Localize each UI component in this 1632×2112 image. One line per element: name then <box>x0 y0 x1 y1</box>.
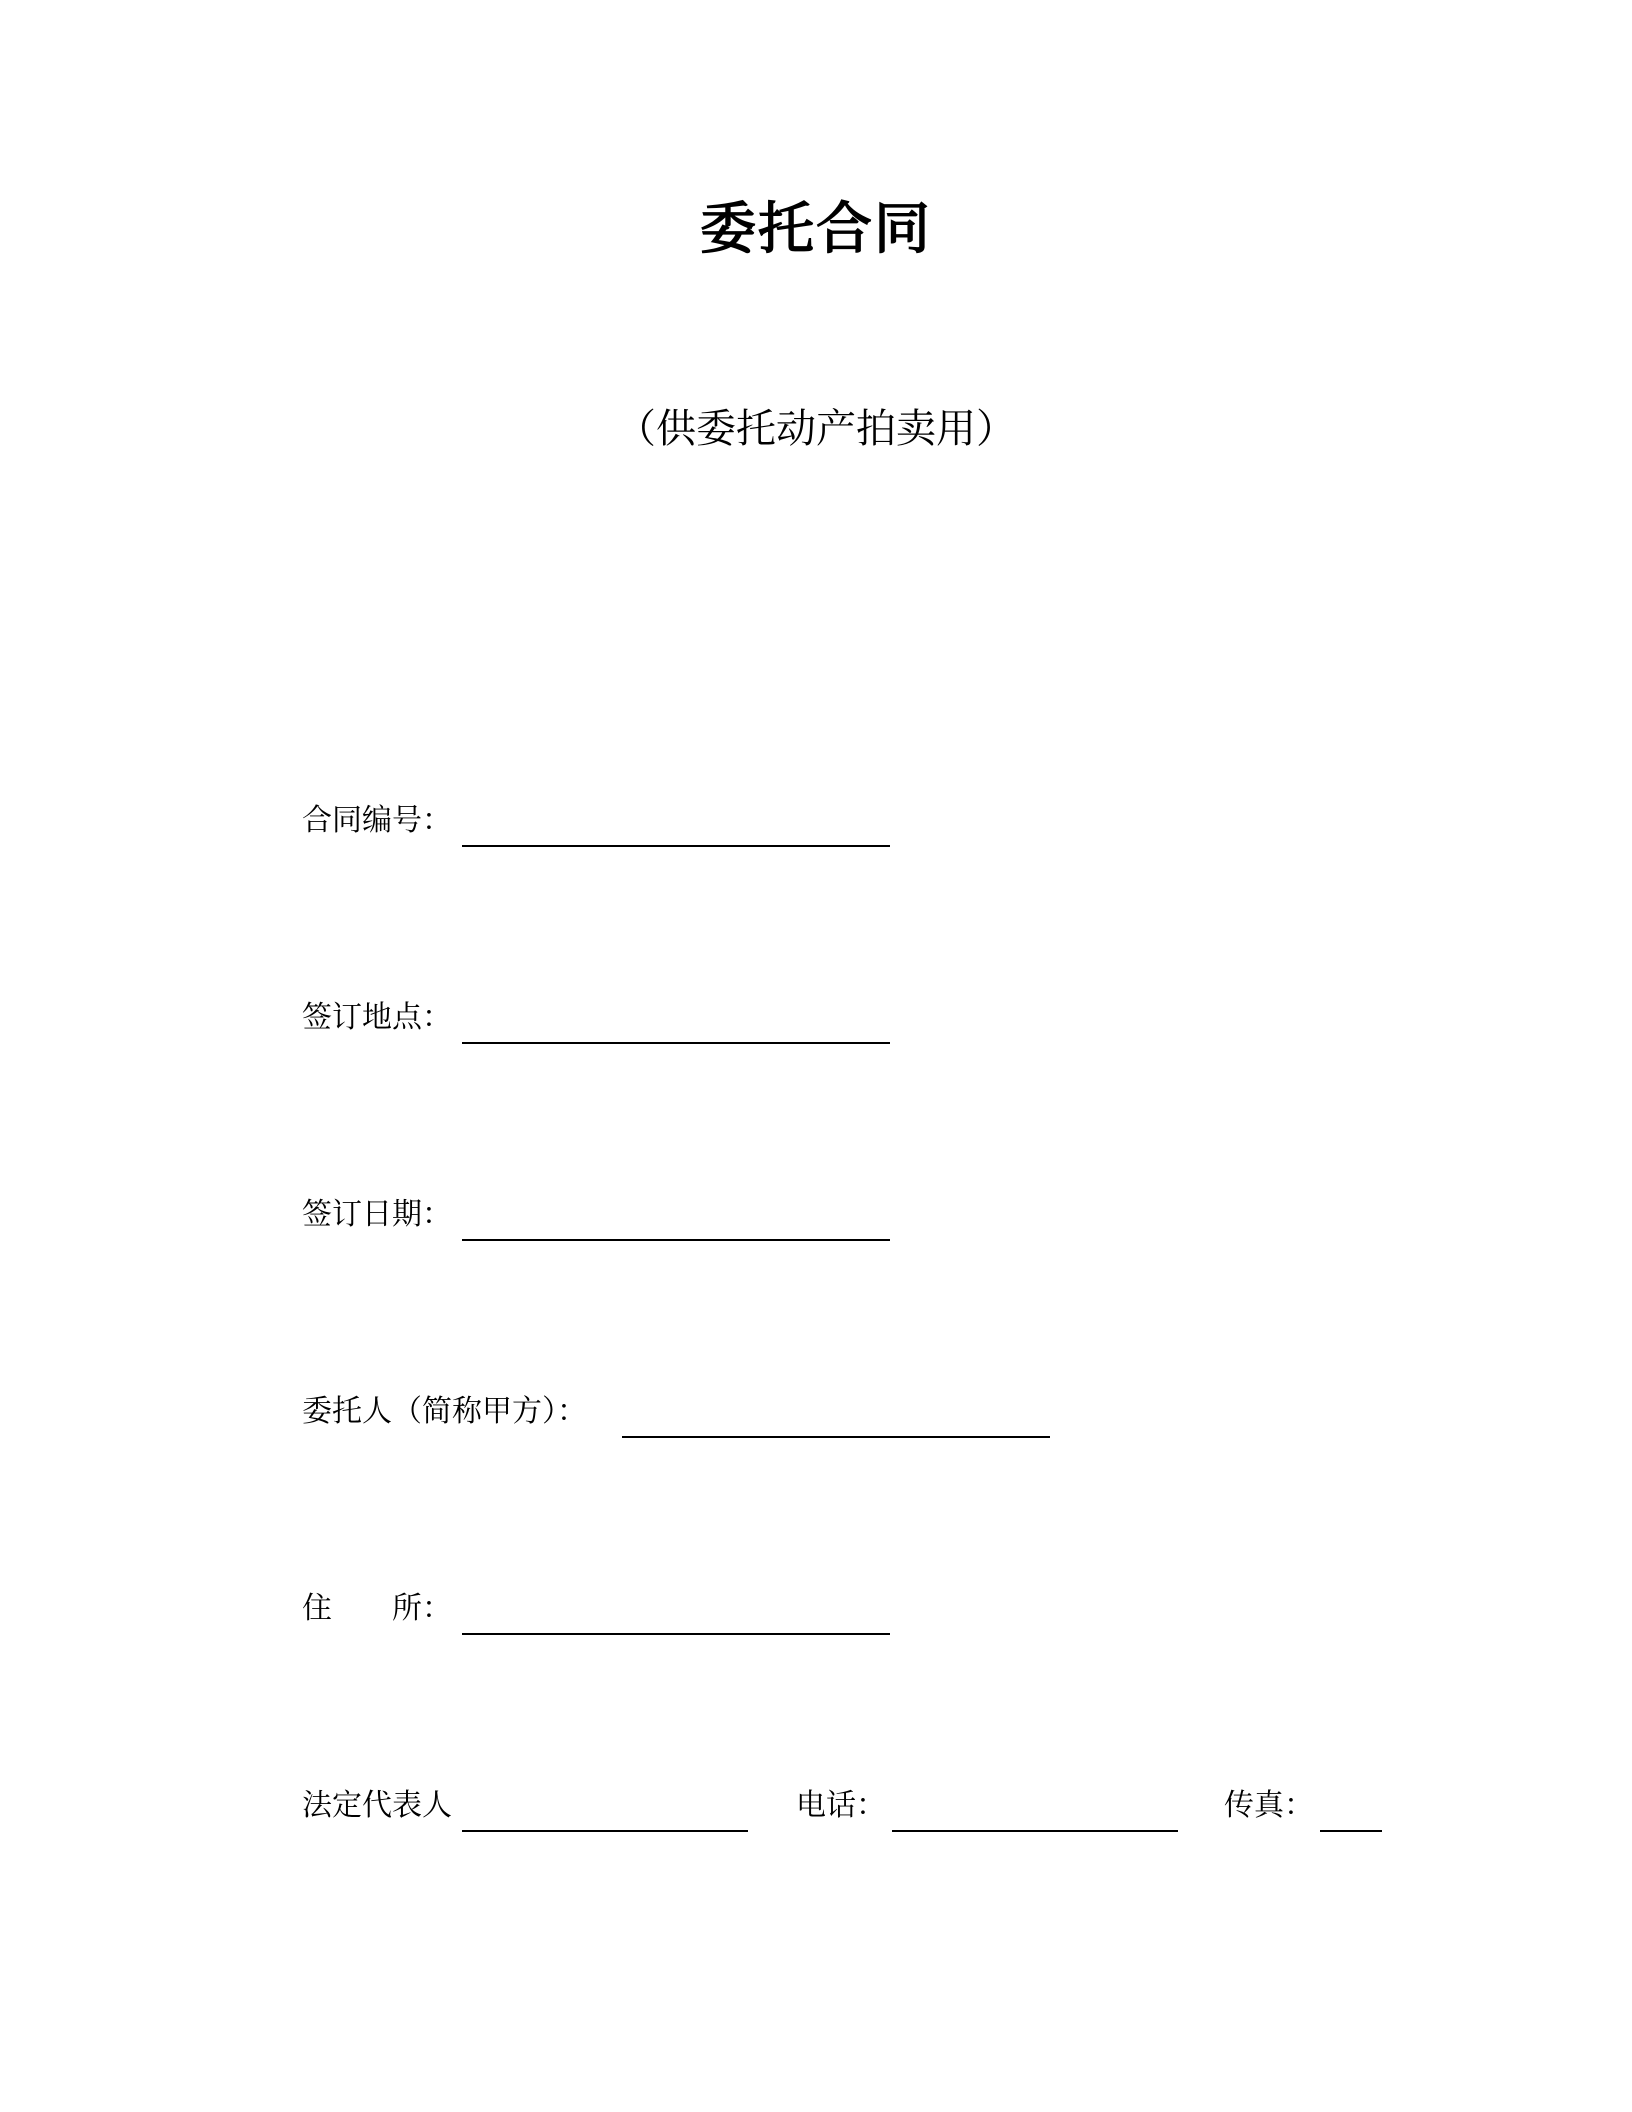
document-subtitle: （供委托动产拍卖用） <box>616 406 1016 452</box>
principal-row <box>302 1392 1062 1440</box>
contract-number-label: 合同编号： <box>302 803 452 838</box>
principal-blank[interactable] <box>622 1392 1050 1438</box>
signing-place-label: 签订地点： <box>302 1000 452 1035</box>
legal-rep-row <box>302 1786 1392 1834</box>
signing-place-row <box>302 998 902 1046</box>
contract-number-blank[interactable] <box>462 801 890 847</box>
phone-label: 电话： <box>796 1788 886 1823</box>
signing-place-blank[interactable] <box>462 998 890 1044</box>
legal-rep-blank[interactable] <box>462 1786 748 1832</box>
phone-blank[interactable] <box>892 1786 1178 1832</box>
signing-date-label: 签订日期： <box>302 1197 452 1232</box>
address-row <box>302 1589 902 1637</box>
fax-label: 传真： <box>1224 1788 1314 1823</box>
contract-number-row <box>302 801 902 849</box>
address-label: 住 所： <box>302 1591 452 1626</box>
address-blank[interactable] <box>462 1589 890 1635</box>
fax-blank[interactable] <box>1320 1786 1382 1832</box>
signing-date-row <box>302 1195 902 1243</box>
principal-label: 委托人（简称甲方）： <box>302 1394 587 1429</box>
legal-rep-label: 法定代表人 <box>302 1788 452 1823</box>
document-title: 委托合同 <box>700 197 932 262</box>
signing-date-blank[interactable] <box>462 1195 890 1241</box>
